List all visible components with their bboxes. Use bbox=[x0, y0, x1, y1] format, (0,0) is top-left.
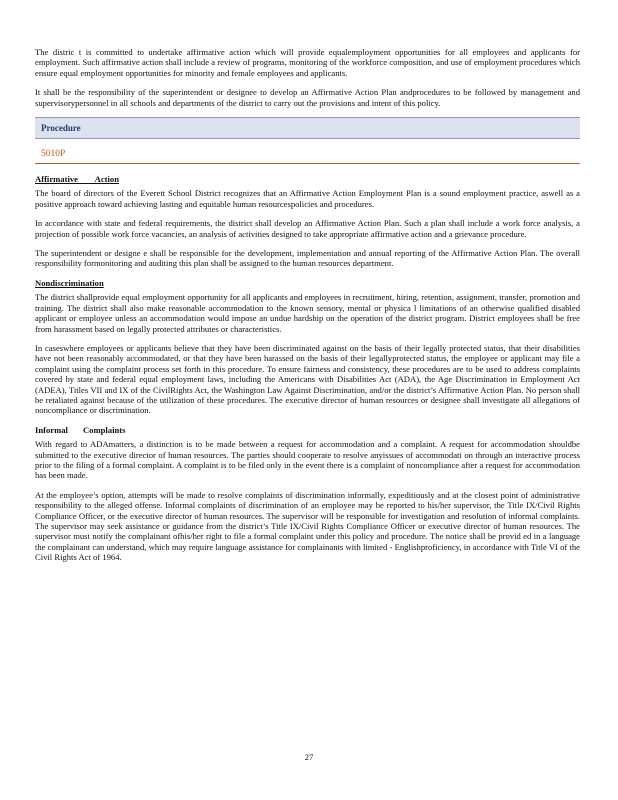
intro-paragraph-2: It shall be the responsibility of the superintendent or designee to develop an Affirmative Action Plan andprocedures to be followed by management and supervisorypersonnel in all schools and departments of the district to carry out the provisions and intent of this policy. bbox=[35, 87, 580, 108]
nondiscrimination-paragraph-1: The district shallprovide equal employment opportunity for all applicants and employees in recruitment, hiring, retention, assignment, transfer, promotion and training. The district shall also make reasonable accommodation to the known sensory, mental or physica l limitations of an otherwise qualified disabled applicant or employee unless an accommodation would impose an undue hardship on the operation of the district program. District employees shall be free from harassment based on legally protected attributes or characteristics. bbox=[35, 292, 580, 334]
informal-paragraph-1: With regard to ADAmatters, a distinction is to be made between a request for accommodation and a complaint. A request for accommodation shouldbe submitted to the executive director of human resources. The parties should cooperate to resolve anyissues of accommodati on through an interactive process prior to the filing of a formal complaint. A complaint is to be filed only in the event there is a complaint of noncompliance after a request for accommodation has been made. bbox=[35, 439, 580, 481]
procedure-label: Procedure bbox=[41, 122, 81, 133]
affirmative-paragraph-2: In accordance with state and federal requirements, the district shall develop an Affirmative Action Plan. Such a plan shall include a work force analysis, a projection of possible work force vacancies, an analysis of activities designed to take appropriate affirmative action and a grievance procedure. bbox=[35, 218, 580, 239]
heading-affirmative-action: Affirmative Action bbox=[35, 174, 120, 185]
policy-code: 5010P bbox=[35, 145, 580, 164]
heading-nondiscrimination: Nondiscrimination bbox=[35, 277, 104, 288]
page-content bbox=[35, 47, 580, 572]
intro-paragraph-1: The distric t is committed to undertake affirmative action which will provide equalemployment opportunities for all employees and applicants for employment. Such affirmative action shall include a review of programs, monitoring of the workforce composition, and use of employment procedures which ensure equal employment opportunities for minority and female employees and applicants. bbox=[35, 47, 580, 78]
affirmative-paragraph-3: The superintendent or designe e shall be responsible for the development, implementation and annual reporting of the Affirmative Action Plan. The overall responsibility formonitoring and auditing this plan shall be assigned to the human resources department. bbox=[35, 248, 580, 269]
informal-paragraph-2: At the employee’s option, attempts will be made to resolve complaints of discrimination informally, expeditiously and at the closest point of administrative responsibility to the alleged offense. Informal complaints of discrimination of an employee may be reported to his/her supervisor, the Title IX/Civil Rights Compliance Officer, or the executive director of human resources. The supervisor will be responsible for investigation and resolution of informal complaints. The supervisor may seek assistance or guidance from the district’s Title IX/Civil Rights Compliance Officer or executive director of human resources. The supervisor must notify the complainant ofhis/her right to file a formal complaint under this policy and procedure. The notice shall be provid ed in a language the complainant can understand, which may require language assistance for complainants with limited - Englishproficiency, in accordance with Title VI of the Civil Rights Act of 1964. bbox=[35, 489, 580, 563]
page-number: 27 bbox=[304, 752, 314, 762]
nondiscrimination-paragraph-2: In caseswhere employees or applicants believe that they have been discriminated against on the basis of their legally protected status, that their disabilities have not been reasonably accommodated, or that they have been harassed on the basis of their legallyprotected status, the employee or applicant may file a complaint using the complaint process set forth in this procedure. To ensure fairness and consistency, these procedures are to be used to address complaints covered by state and federal equal employment laws, including the Americans with Disabilities Act (ADA), the Age Discrimination in Employment Act (ADEA), Titles VII and IX of the CivilRights Act, the Washington Law Against Discrimination, and/or the district’s Affirmative Action Plan. No person shall be retaliated against because of the utilization of these procedures. The executive director of human resources or designee shall investigate all allegations of noncompliance or discrimination. bbox=[35, 342, 580, 416]
heading-informal-complaints: Informal Complaints bbox=[35, 424, 126, 435]
affirmative-paragraph-1: The board of directors of the Everett School District recognizes that an Affirmative Action Employment Plan is a sound employment practice, aswell as a positive approach toward achieving lasting and equitable human resourcespolicies and procedures. bbox=[35, 188, 580, 209]
procedure-section-bar bbox=[35, 117, 580, 139]
